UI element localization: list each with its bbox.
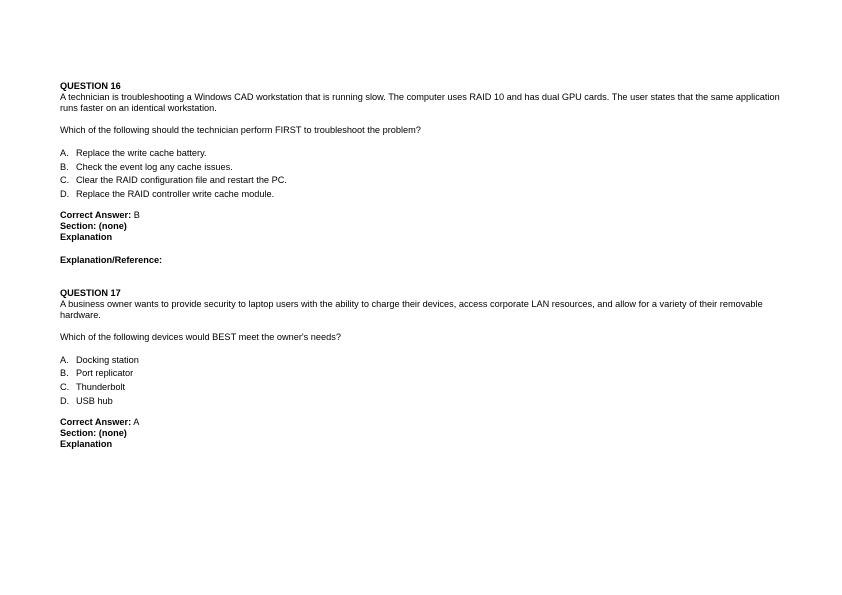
choice-letter: A. bbox=[60, 148, 69, 158]
correct-answer-line bbox=[60, 210, 780, 221]
section-label: Section: (none) bbox=[60, 427, 127, 438]
choice-list bbox=[60, 148, 780, 200]
choice-letter: D. bbox=[60, 395, 70, 406]
answer-block bbox=[60, 210, 780, 266]
choice-text: Port replicator bbox=[76, 368, 134, 379]
choice-item bbox=[60, 162, 780, 173]
choice-item bbox=[60, 396, 780, 407]
choice-text: Replace the RAID controller write cache module. bbox=[76, 188, 275, 199]
correct-answer-label: Correct Answer: bbox=[60, 209, 132, 220]
choice-item bbox=[60, 175, 780, 186]
choice-text: Docking station bbox=[76, 354, 139, 365]
correct-answer-value: A bbox=[133, 416, 140, 427]
correct-answer-label: Correct Answer: bbox=[60, 416, 132, 427]
correct-answer-value: B bbox=[133, 209, 140, 220]
correct-answer-line bbox=[60, 417, 780, 428]
answer-block bbox=[60, 417, 780, 450]
choice-letter: B. bbox=[60, 368, 69, 379]
question-text: A technician is troubleshooting a Windows CAD workstation that is running slow. The computer uses RAID 10 and has dual GPU cards. The user states that the same application runs faster on an identical workstation. bbox=[60, 92, 780, 113]
explanation-reference-label: Explanation/Reference: bbox=[60, 254, 163, 265]
choice-text: Check the event log any cache issues. bbox=[76, 161, 233, 172]
choice-item bbox=[60, 355, 780, 366]
choice-item bbox=[60, 368, 780, 379]
document-page bbox=[60, 81, 780, 450]
section-label: Section: (none) bbox=[60, 220, 127, 231]
choice-list bbox=[60, 355, 780, 407]
choice-item bbox=[60, 189, 780, 200]
choice-letter: C. bbox=[60, 175, 70, 186]
choice-item bbox=[60, 382, 780, 393]
choice-text: Clear the RAID configuration file and restart the PC. bbox=[76, 175, 287, 186]
explanation-label: Explanation bbox=[60, 438, 113, 449]
choice-text: USB hub bbox=[76, 395, 113, 406]
choice-letter: B. bbox=[60, 161, 69, 172]
question-16 bbox=[60, 81, 780, 266]
choice-text: Thunderbolt bbox=[76, 381, 126, 392]
choice-letter: D. bbox=[60, 188, 70, 199]
question-prompt: Which of the following should the technician perform FIRST to troubleshoot the problem? bbox=[60, 125, 421, 135]
question-17 bbox=[60, 288, 780, 450]
choice-text: Replace the write cache battery. bbox=[76, 148, 207, 158]
question-title: QUESTION 16 bbox=[60, 81, 121, 91]
question-text: A business owner wants to provide security to laptop users with the ability to charge their devices, access corporate LAN resources, and allow for a variety of their removable hardware. bbox=[60, 298, 763, 320]
choice-item bbox=[60, 148, 780, 159]
choice-letter: A. bbox=[60, 354, 69, 365]
question-spacer bbox=[60, 266, 780, 288]
question-title: QUESTION 17 bbox=[60, 287, 121, 298]
choice-letter: C. bbox=[60, 381, 70, 392]
question-prompt: Which of the following devices would BEST meet the owner's needs? bbox=[60, 331, 341, 342]
explanation-label: Explanation bbox=[60, 231, 113, 242]
